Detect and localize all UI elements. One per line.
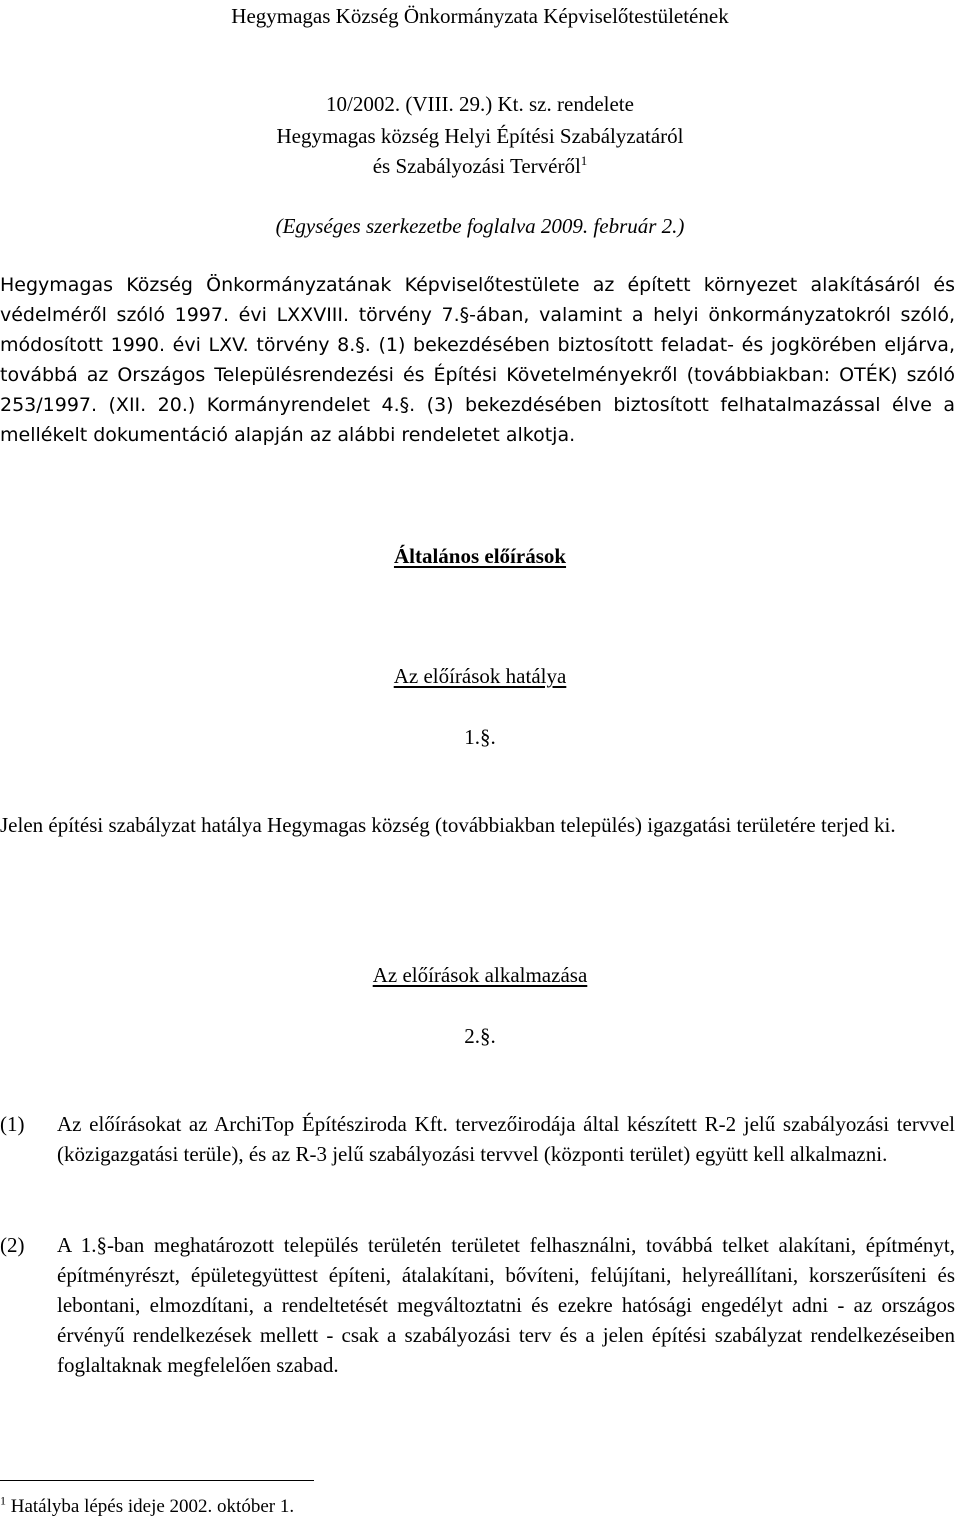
- footnote-reference: 1: [580, 153, 588, 168]
- footnote-number: 1: [0, 1493, 6, 1508]
- consolidated-note: (Egységes szerkezetbe foglalva 2009. február 2.): [275, 214, 685, 238]
- council-title: Hegymagas Község Önkormányzata Képviselőtestületének: [231, 4, 729, 28]
- paragraph-text: Az előírásokat az ArchiTop Építésziroda Kft. tervezőirodája által készített R-2 jelű szabályozási tervvel (közigazgatási terüle), és az R-3 jelű szabályozási tervvel (központi terület) együtt kell alkalmazni.: [57, 1112, 955, 1166]
- decree-number: 10/2002. (VIII. 29.) Kt. sz. rendelete: [326, 92, 634, 116]
- section-1-number: 1.§.: [464, 725, 496, 749]
- footnote-separator: [0, 1480, 314, 1481]
- section-2-number: 2.§.: [464, 1024, 496, 1048]
- section-2-paragraph-1: [0, 1109, 955, 1169]
- paragraph-number: (2): [0, 1233, 25, 1257]
- preamble: Hegymagas Község Önkormányzatának Képviselőtestülete az épített környezet alakításáról és védelméről szóló 1997. évi LXXVIII. törvény 7.§-ában, valamint a helyi önkormányzatokról szóló, módosított 1990. évi LXV. törvény 8.§. (1) bekezdésében biztosított feladat- és jogkörében eljárva, továbbá az Országos Településrendezési és Építési Követelményekről (továbbiakban: OTÉK) szóló 253/1997. (XII. 20.) Kormányrendelet 4.§. (3) bekezdésében biztosított felhatalmazással élve a mellékelt dokumentáció alapján az alábbi rendeletet alkotja.: [0, 274, 955, 446]
- footnote-text: Hatályba lépés ideje 2002. október 1.: [10, 1496, 295, 1517]
- chapter-title: Általános előírások: [393, 544, 567, 568]
- decree-subject-line-1: Hegymagas község Helyi Építési Szabályzatáról: [276, 124, 684, 148]
- section-1-heading: Az előírások hatálya: [393, 664, 567, 688]
- decree-subject-line-2: és Szabályozási Tervéről$^1$: [372, 153, 588, 178]
- paragraph-number: (1): [0, 1112, 25, 1136]
- section-1-text: Jelen építési szabályzat hatálya Hegymagas község (továbbiakban település) igazgatási területére terjed ki.: [0, 813, 896, 837]
- paragraph-text: A 1.§-ban meghatározott település területén területet felhasználni, továbbá telket alakítani, építményt, építményrészt, épületegyüttest építeni, átalakítani, bővíteni, felújítani, helyreállítani, korszerűsíteni és lebontani, elmozdítani, a rendeltetését megváltoztatni és ezekre hatósági engedélyt adni - az országos érvényű rendelkezések mellett - csak a szabályozási terv és a jelen építési szabályzat rendelkezéseiben foglaltaknak megfelelően szabad.: [57, 1233, 955, 1377]
- section-2-paragraph-2: [0, 1230, 955, 1380]
- footnote: [0, 1494, 294, 1520]
- section-2-heading: Az előírások alkalmazása: [372, 963, 588, 987]
